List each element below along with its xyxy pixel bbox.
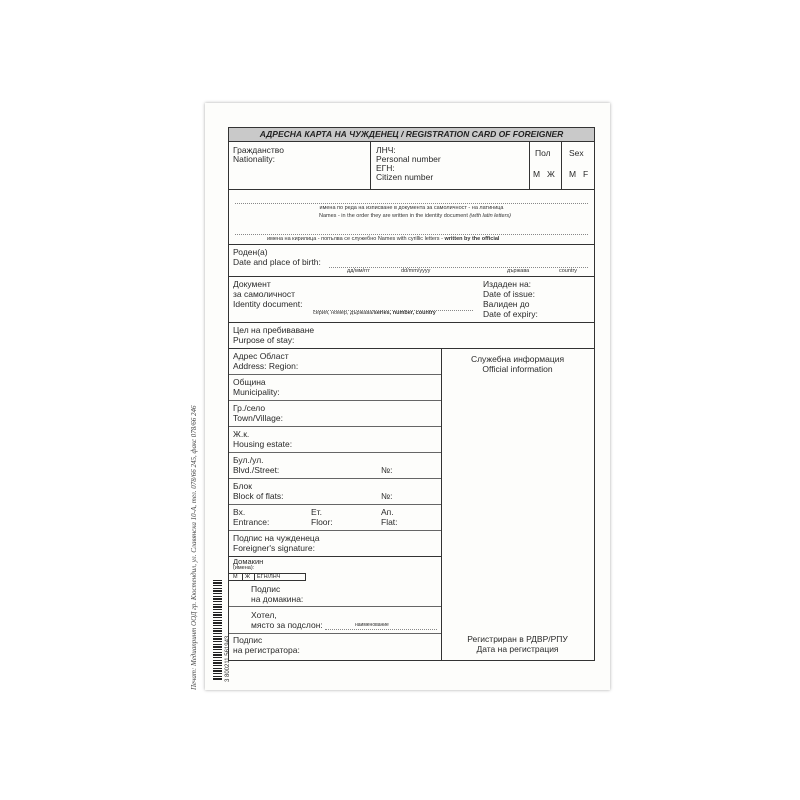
host-signature-label-bg: Подпис	[251, 584, 281, 594]
divider	[254, 573, 255, 581]
barcode	[213, 580, 222, 680]
row-divider	[229, 244, 594, 245]
official-info-label-en: Official information	[482, 364, 553, 374]
host-signature-label-bg2: на домакина:	[251, 594, 304, 604]
expiry-date-label-en: Date of expiry:	[483, 309, 538, 319]
lnch-label: ЛНЧ:	[376, 145, 396, 155]
barcode-number: 3 800211 561943	[225, 635, 231, 682]
citizen-number-label: Citizen number	[376, 172, 434, 182]
names-latin-field[interactable]	[235, 203, 588, 204]
sex-female-bg[interactable]: Ж	[547, 169, 555, 179]
egn-label: ЕГН:	[376, 163, 395, 173]
issue-date-label-en: Date of issue:	[483, 289, 535, 299]
registered-label: Регистриран в РДВР/РПУ	[467, 634, 568, 644]
sex-male-en[interactable]: M	[569, 169, 577, 179]
divider	[561, 141, 562, 189]
row-divider	[229, 606, 441, 607]
host-label-bg: Домакин	[233, 557, 264, 566]
foreigner-signature-label-bg: Подпис на чужденеца	[233, 533, 320, 543]
column-divider	[441, 348, 442, 660]
street-label-en: Blvd./Street:	[233, 465, 280, 475]
floor-label-en: Floor:	[311, 517, 333, 527]
registrar-signature-label-bg: Подпис	[233, 635, 263, 645]
nationality-label-bg: Гражданство	[233, 145, 284, 155]
address-label-en: Address: Region:	[233, 361, 299, 371]
names-cyrillic-label: имена на кирилица - попълва се служебно Names with cyrillic letters - written by the official	[267, 236, 500, 242]
row-divider	[229, 452, 441, 453]
hotel-place-label-bg: място за подслон:	[251, 620, 323, 630]
official-info-label-bg: Служебна информация	[470, 354, 565, 364]
sex-label-bg: Пол	[535, 148, 551, 158]
hotel-name-label: наименование	[355, 622, 389, 628]
registration-date-label: Дата на регистрация	[476, 644, 559, 654]
row-divider	[229, 189, 594, 190]
purpose-label-en: Purpose of stay:	[233, 335, 295, 345]
date-format-bg: дд/мм/ггг	[347, 268, 371, 274]
purpose-label-bg: Цел на пребиваване	[233, 325, 315, 335]
registration-card-frame	[228, 127, 595, 661]
host-names-label: (имена):	[233, 565, 255, 571]
block-number-label: №:	[381, 491, 393, 501]
town-label-en: Town/Village:	[233, 413, 283, 423]
row-divider	[229, 400, 441, 401]
floor-label-bg: Ет.	[311, 507, 322, 517]
issued-label-bg: Издаден на:	[483, 279, 532, 289]
flat-label-en: Flat:	[381, 517, 398, 527]
sex-male-bg[interactable]: М	[533, 169, 541, 179]
housing-label-bg: Ж.к.	[233, 429, 250, 439]
born-label-bg: Роден(а)	[233, 247, 268, 257]
divider	[529, 141, 530, 189]
street-label-bg: Бул./ул.	[233, 455, 264, 465]
entrance-label-bg: Вх.	[233, 507, 246, 517]
municipality-label-en: Municipality:	[233, 387, 280, 397]
housing-label-en: Housing estate:	[233, 439, 293, 449]
nationality-label-en: Nationality:	[233, 154, 276, 164]
date-format-en: dd/mm/yyyy	[401, 268, 431, 274]
names-cyrillic-field[interactable]	[235, 234, 588, 235]
personal-number-label: Personal number	[376, 154, 441, 164]
series-label: серия, номер, държава/series, number, country	[313, 310, 436, 316]
host-female[interactable]: Ж	[245, 574, 251, 580]
row-divider	[229, 374, 441, 375]
town-label-bg: Гр./село	[233, 403, 266, 413]
host-male[interactable]: М	[233, 574, 238, 580]
divider	[305, 573, 306, 581]
street-number-label: №:	[381, 465, 393, 475]
sex-label-en: Sex	[569, 148, 584, 158]
registrar-signature-label-bg2: на регистратора:	[233, 645, 300, 655]
born-label-en: Date and place of birth:	[233, 257, 321, 267]
hotel-name-field[interactable]	[325, 629, 437, 630]
row-divider	[229, 426, 441, 427]
block-label-bg: Блок	[233, 481, 252, 491]
municipality-label-bg: Община	[233, 377, 266, 387]
hotel-label-bg: Хотел,	[251, 610, 277, 620]
foreigner-signature-label-en: Foreigner's signature:	[233, 543, 315, 553]
host-egn-label: ЕГН/ЛНЧ	[257, 574, 281, 580]
divider	[242, 573, 243, 581]
block-label-en: Block of flats:	[233, 491, 284, 501]
row-divider	[229, 348, 594, 349]
country-label-bg: държава	[507, 268, 530, 274]
row-divider	[229, 633, 441, 634]
divider	[370, 141, 371, 189]
row-divider	[229, 478, 441, 479]
entrance-label-en: Entrance:	[233, 517, 270, 527]
flat-label-bg: Ап.	[381, 507, 394, 517]
document-label-bg: Документ	[233, 279, 271, 289]
form-title: АДРЕСНА КАРТА НА ЧУЖДЕНЕЦ / REGISTRATION CARD OF FOREIGNER	[229, 128, 594, 142]
identity-label-en: Identity document:	[233, 299, 303, 309]
row-divider	[229, 530, 441, 531]
identity-label-bg: за самоличност	[233, 289, 296, 299]
names-latin-label-en: Names - in the order they are written in the identity document (with latin letters)	[319, 213, 511, 219]
row-divider	[229, 276, 594, 277]
valid-label-bg: Валиден до	[483, 299, 530, 309]
names-latin-label-bg: имена по реда на изписване в документа за самоличност - на латиница	[319, 205, 504, 211]
sex-female-en[interactable]: F	[583, 169, 589, 179]
printer-imprint: Печат: Медиапринт ООД гр. Кюстендил, ул. Славянска 10-А, тел. 078/66 245, факс 078/66 246	[190, 405, 198, 690]
address-label-bg: Адрес Област	[233, 351, 289, 361]
row-divider	[229, 504, 441, 505]
row-divider	[229, 322, 594, 323]
country-label-en: country	[559, 268, 578, 274]
